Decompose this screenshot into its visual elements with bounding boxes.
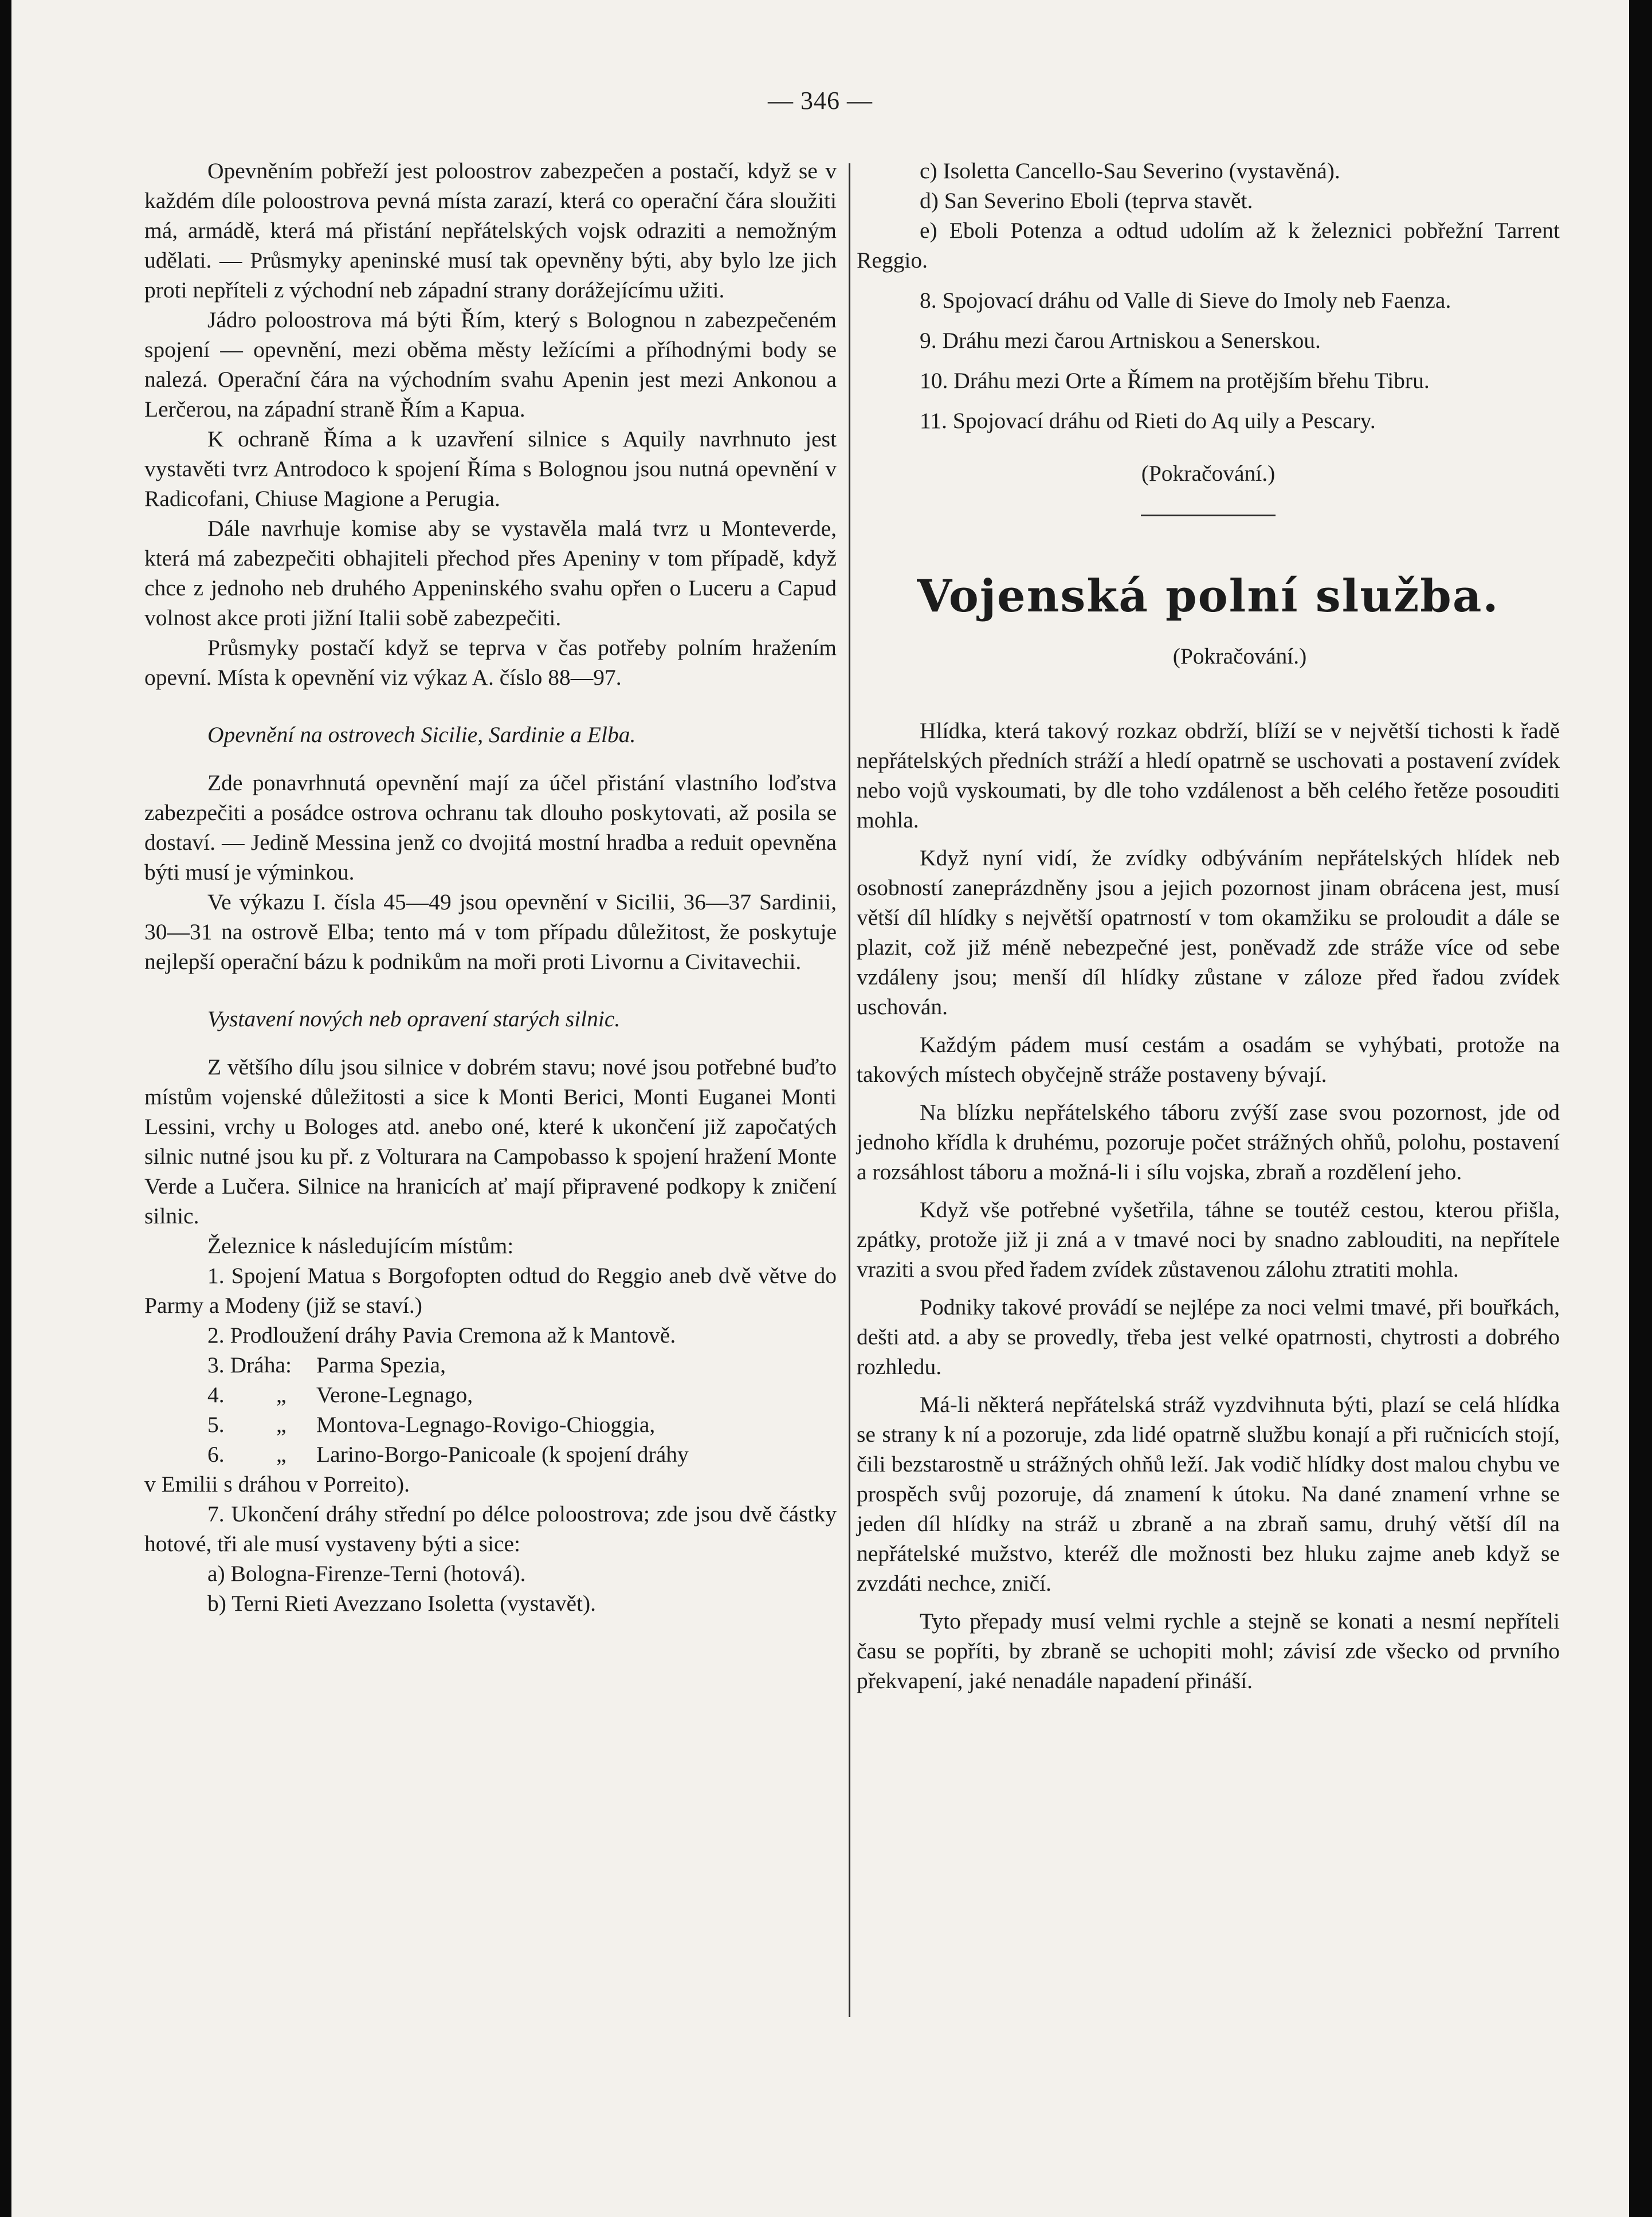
paragraph: Každým pádem musí cestám a osadám se vyhýbati, protože na takových místech obyčejně stráže postaveny bývají. (857, 1032, 1560, 1087)
continued-note: (Pokračování.) (1141, 461, 1276, 486)
railway-number: 6. (207, 1442, 225, 1467)
continued-note: (Pokračování.) (1172, 643, 1307, 669)
railway-item (144, 1350, 837, 1380)
railway-intro: Železnice k následujícím místům: (207, 1233, 514, 1258)
paragraph: Z většího dílu jsou silnice v dobrém stavu; nové jsou potřebné buďto místům vojenské důležitosti a sice k Monti Berici, Monti Euganei Monti Lessini, vrchy u Bologes atd. anebo oné, které k ukončení již započatých silnic nutné jsou ku př. z Volturara na Campobasso k spojení hražení Monte Verde a Lučera. Silnice na hranicích ať mají připravené podkopy k zničení silnic. (144, 1054, 837, 1229)
railway-item-continuation: v Emilii s dráhou v Porreito). (144, 1472, 410, 1497)
section-heading: Opevnění na ostrovech Sicilie, Sardinie a Elba. (207, 722, 636, 747)
paragraph: Podniky takové provádí se nejlépe za noci velmi tmavé, při bouřkách, dešti atd. a aby se provedly, třeba jest velké opatrnosti, chytrosti a dobrého rozhledu. (857, 1294, 1560, 1379)
right-column (857, 156, 1560, 1696)
railway-item (144, 1410, 837, 1439)
railway-subitem: e) Eboli Potenza a odtud udolím až k železnici pobřežní Tarrent Reggio. (857, 218, 1560, 273)
separator-rule (1141, 515, 1276, 516)
paragraph: Jádro poloostrova má býti Řím, který s Bolognou n zabezpečeném spojení — opevnění, mezi oběma městy ležícími a příhodnými body se nalezá. Operační čára na východním svahu Apenin jest mezi Ankonou a Lerčerou, na západní straně Řím a Kapua. (144, 307, 837, 422)
railway-item: 11. Spojovací dráhu od Rieti do Aq uily a Pescary. (920, 408, 1376, 433)
page-number: — 346 — (768, 87, 873, 115)
paragraph: Když nyní vidí, že zvídky odbýváním nepřátelských hlídek neb osobností zaneprázdněny jsou a jejich pozornost jinam obrácena jest, musí větší díl hlídky s největší opatrností v tom okamžiku se proloudit a dále se plazit, což již méně nebezpečné jest, poněvadž zde stráže více od sebe vzdáleny jsou; menší díl hlídky zůstane v záloze před řadou zvídek uschován. (857, 845, 1560, 1019)
section-heading: Vystavení nových neb opravení starých silnic. (207, 1006, 621, 1031)
railway-item: 7. Ukončení dráhy střední po délce poloostrova; zde jsou dvě částky hotové, tři ale musí vystaveny býti a sice: (144, 1501, 837, 1556)
railway-item: 2. Prodloužení dráhy Pavia Cremona až k Mantově. (207, 1323, 676, 1348)
left-column (144, 156, 837, 1618)
ditto-mark: „ (276, 1442, 287, 1467)
paragraph: Opevněním pobřeží jest poloostrov zabezpečen a postačí, když se v každém díle poloostrova pevná místa zarazí, která co operační čára sloužiti má, armádě, která má přistání nepřátelských vojsk odraziti a nemožným udělati. — Průsmyky apeninské musí tak opevněny býti, aby bylo lze jich proti nepříteli z východní neb západní strany dorážejícímu užiti. (144, 158, 837, 303)
railway-subitem: a) Bologna-Firenze-Terni (hotová). (207, 1561, 526, 1586)
paragraph: Průsmyky postačí když se teprva v čas potřeby polním hražením opevní. Místa k opevnění viz výkaz A. číslo 88—97. (144, 635, 837, 690)
paragraph: K ochraně Říma a k uzavření silnice s Aquily navrhnuto jest vystavěti tvrz Antrodoco k spojení Říma s Bolognou jsou nutná opevnění v Radicofani, Chiuse Magione a Perugia. (144, 426, 837, 511)
ditto-mark: „ (276, 1382, 287, 1407)
railway-subitem: b) Terni Rieti Avezzano Isoletta (vystavět). (207, 1591, 597, 1616)
railway-number: 3. Dráha: (207, 1352, 292, 1378)
column-divider (849, 163, 850, 2017)
paragraph: Ve výkazu I. čísla 45—49 jsou opevnění v Sicilii, 36—37 Sardinii, 30—31 na ostrově Elba; tento má v tom případu důležitost, že poskytuje nejlepší operační bázu k podnikům na moři proti Livornu a Civitavechii. (144, 889, 837, 974)
page (11, 0, 1629, 2217)
railway-route: Verone-Legnago, (316, 1382, 473, 1407)
railway-number: 5. (207, 1412, 225, 1437)
railway-route: Parma Spezia, (316, 1352, 446, 1378)
article-title: Vojenská polní služba. (917, 570, 1500, 622)
railway-item: 1. Spojení Matua s Borgofopten odtud do Reggio aneb dvě větve do Parmy a Modeny (již se staví.) (144, 1263, 837, 1318)
railway-item (144, 1380, 837, 1410)
ditto-mark: „ (276, 1412, 287, 1437)
paragraph: Hlídka, která takový rozkaz obdrží, blíží se v největší tichosti k řadě nepřátelských předních stráží a hledí opatrně se uschovati a postavení zvídek nebo vojů vyskoumati, by dle toho vzdálenost a běh celého řetěze posouditi mohla. (857, 718, 1560, 833)
railway-item: 10. Dráhu mezi Orte a Římem na protějším břehu Tibru. (920, 368, 1430, 393)
paragraph: Na blízku nepřátelského táboru zvýší zase svou pozornost, jde od jednoho křídla k druhému, pozoruje počet strážných ohňů, polohu, postavení a rozsáhlost táboru a možná-li i sílu vojska, zbraň a rozdělení jeho. (857, 1100, 1560, 1184)
railway-subitem: c) Isoletta Cancello-Sau Severino (vystavěná). (920, 158, 1340, 183)
paragraph: Zde ponavrhnutá opevnění mají za účel přistání vlastního loďstva zabezpečiti a posádce ostrova ochranu tak dlouho poskytovati, až posila se dostaví. — Jedině Messina jenž co dvojitá mostní hradba a reduit opevněna býti musí je výminkou. (144, 770, 837, 885)
paragraph: Dále navrhuje komise aby se vystavěla malá tvrz u Monteverde, která má zabezpečiti obhajiteli přechod přes Apeniny v tom případě, když chce z jednoho neb druhého Appeninského svahu opřen o Luceru a Capud volnost akce proti jižní Italii sobě zabezpečiti. (144, 516, 837, 630)
railway-item: 9. Dráhu mezi čarou Artniskou a Senerskou. (920, 328, 1321, 353)
paragraph: Když vše potřebné vyšetřila, táhne se toutéž cestou, kterou přišla, zpátky, protože již ji zná a v tmavé noci by snadno zablouditi, na nepřítele vraziti a svou před řadem zvídek zůstavenou zálohu ztratiti mohla. (857, 1197, 1560, 1282)
paragraph: Tyto přepady musí velmi rychle a stejně se konati a nesmí nepříteli času se popříti, by zbraně se uchopiti mohl; závisí zde všecko od prvního překvapení, jaké nenadále napadení přináší. (857, 1608, 1560, 1693)
railway-route: Larino-Borgo-Panicoale (k spojení dráhy (316, 1442, 689, 1467)
railway-subitem: d) San Severino Eboli (teprva stavět. (920, 188, 1253, 213)
paragraph: Má-li některá nepřátelská stráž vyzdvihnuta býti, plazí se celá hlídka se strany k ní a pozoruje, zda lidé opatrně službu konají a při ručnicích stojí, čili bezstarostně u strážných ohňů leží. Jak vodič hlídky dost malou chybu ve prospěch svůj pozoruje, dá znamení k útoku. Na dané znamení vrhne se jeden díl hlídky na stráž u zbraně a na zbraň samu, druhý větší díl na nepřátelské mužstvo, kteréž dle možnosti bez hluku zajme aneb když se zvzdáti nechce, zničí. (857, 1392, 1560, 1596)
railway-item: 8. Spojovací dráhu od Valle di Sieve do Imoly neb Faenza. (920, 288, 1451, 313)
railway-number: 4. (207, 1382, 225, 1407)
railway-route: Montova-Legnago-Rovigo-Chioggia, (316, 1412, 656, 1437)
railway-item (144, 1439, 837, 1469)
